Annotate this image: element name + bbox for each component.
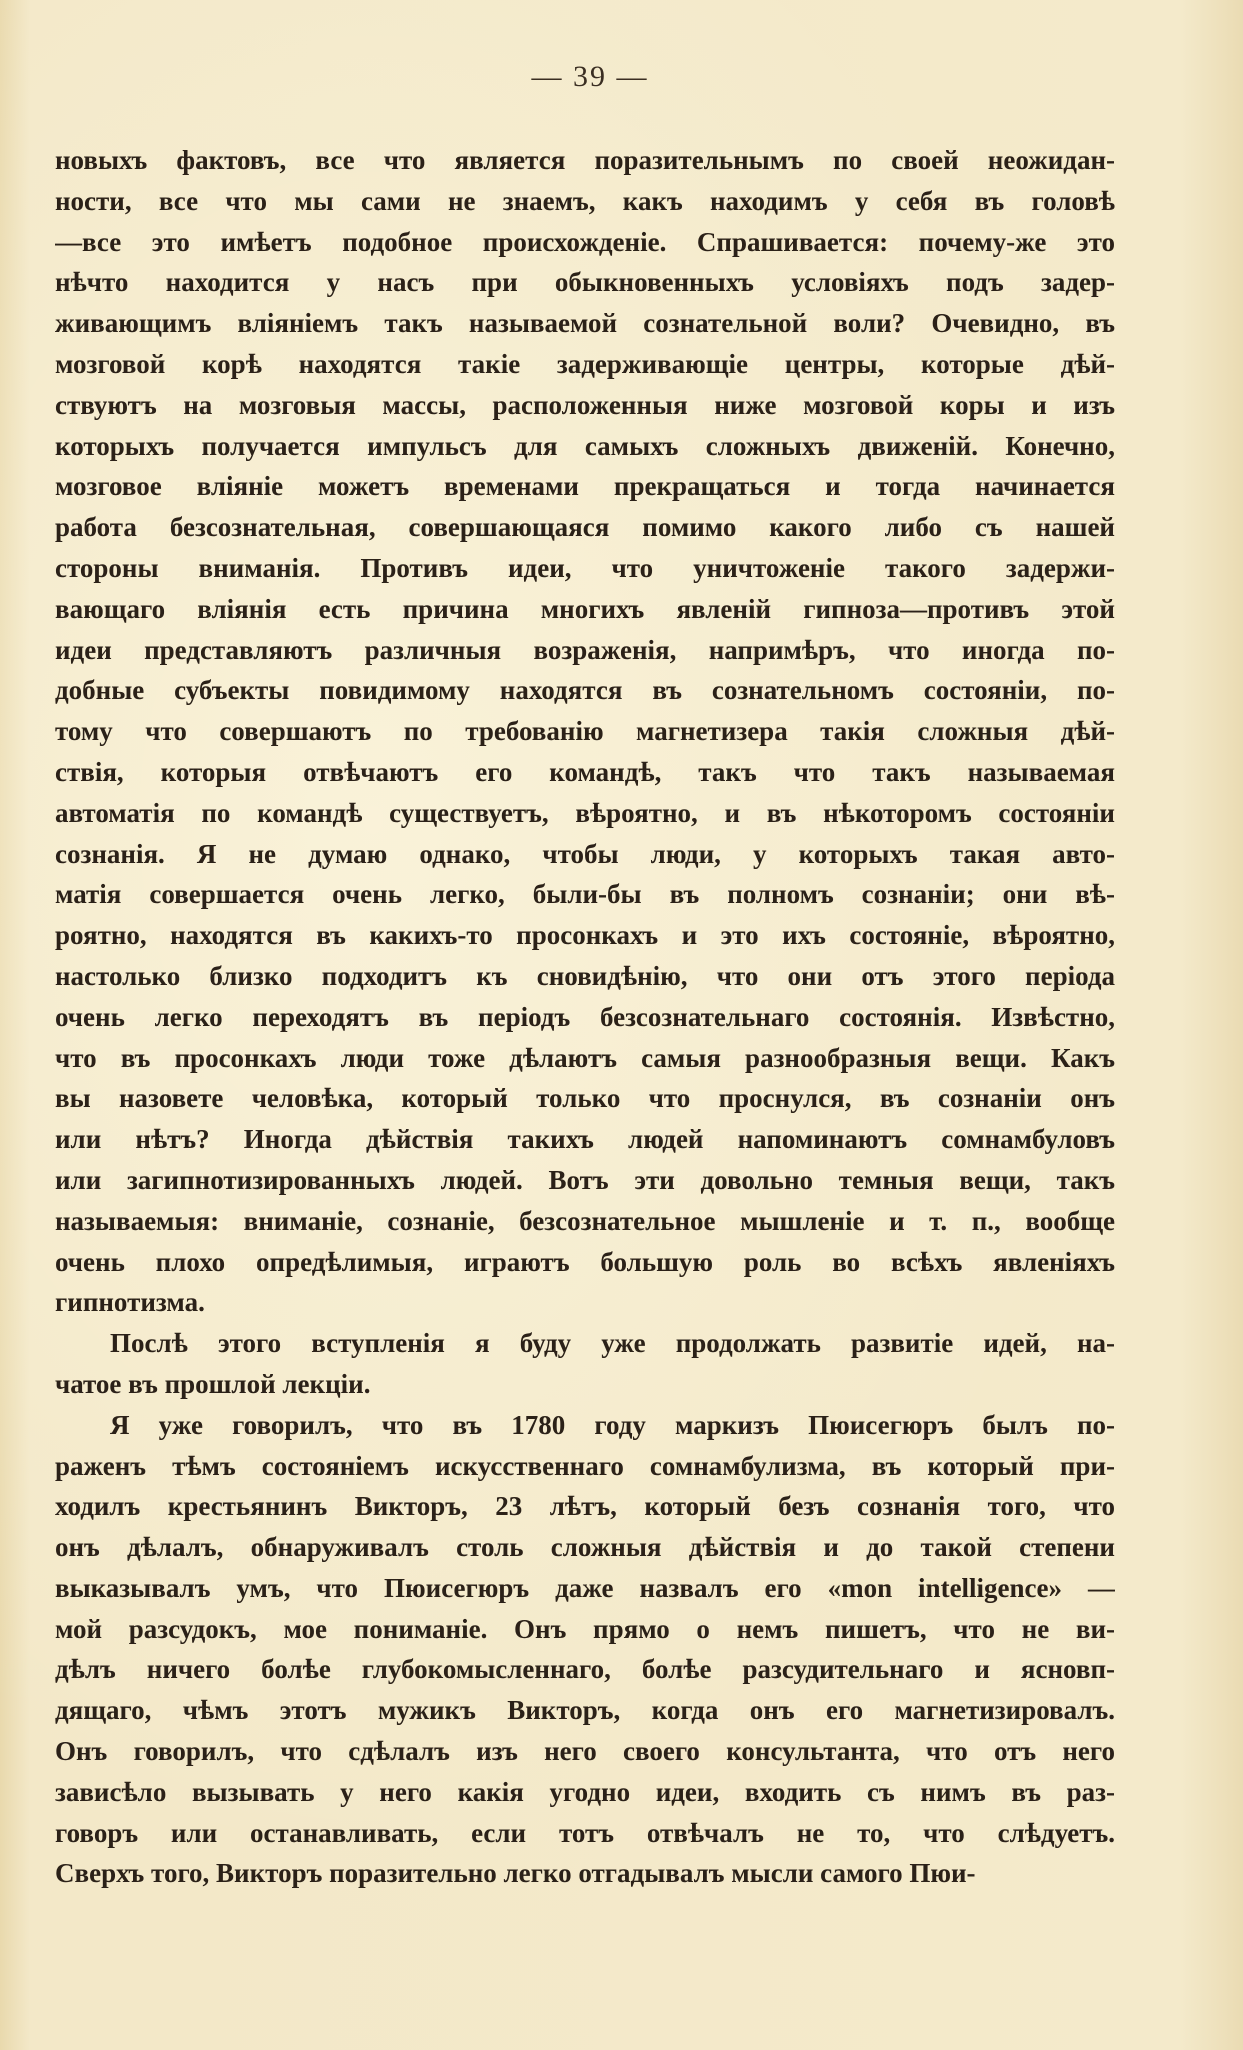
text-line: матія совершается очень легко, были-бы въ полномъ сознаніи; они вѣ-: [55, 879, 1115, 910]
text-line: онъ дѣлалъ, обнаруживалъ столь сложныя дѣйствія и до такой степени: [55, 1532, 1115, 1563]
text-line: очень плохо опредѣлимыя, играютъ большую роль во всѣхъ явленіяхъ: [55, 1246, 1115, 1277]
text-line: ствія, которыя отвѣчаютъ его командѣ, такъ что такъ называемая: [55, 756, 1115, 787]
text-line: живающимъ вліяніемъ такъ называемой сознательной воли? Очевидно, въ: [55, 308, 1115, 339]
text-line: тому что совершаютъ по требованію магнетизера такія сложныя дѣй-: [55, 716, 1115, 747]
text-line: говоръ или останавливать, если тотъ отвѣчалъ не то, что слѣдуетъ.: [55, 1817, 1115, 1848]
text-line: очень легко переходятъ въ періодъ безсознательнаго состоянія. Извѣстно,: [55, 1001, 1115, 1032]
text-line: мозговое вліяніе можетъ временами прекращаться и тогда начинается: [55, 471, 1115, 502]
text-line: добные субъекты повидимому находятся въ сознательномъ состояніи, по-: [55, 675, 1115, 706]
text-line: что въ просонкахъ люди тоже дѣлаютъ самыя разнообразныя вещи. Какъ: [55, 1042, 1115, 1073]
text-line: дѣлъ ничего болѣе глубокомысленнаго, болѣе разсудительнаго и ясновп-: [55, 1654, 1115, 1685]
text-line: роятно, находятся въ какихъ-то просонкахъ и это ихъ состояніе, вѣроятно,: [55, 920, 1115, 951]
text-line: —все это имѣетъ подобное происхожденіе. Спрашивается: почему-же это: [55, 226, 1115, 257]
text-line: дящаго, чѣмъ этотъ мужикъ Викторъ, когда онъ его магнетизировалъ.: [55, 1695, 1115, 1726]
text-line: новыхъ фактовъ, все что является поразительнымъ по своей неожидан-: [55, 145, 1115, 175]
text-line: вающаго вліянія есть причина многихъ явленій гипноза—противъ этой: [55, 593, 1115, 624]
text-line: сознанія. Я не думаю однако, чтобы люди, у которыхъ такая авто-: [55, 838, 1115, 869]
text-line: настолько близко подходитъ къ сновидѣнію, что они отъ этого періода: [55, 960, 1115, 991]
text-line: раженъ тѣмъ состояніемъ искусственнаго сомнамбулизма, въ который при-: [55, 1450, 1115, 1481]
text-line: ствуютъ на мозговыя массы, расположенныя ниже мозговой коры и изъ: [55, 389, 1115, 420]
paragraph: [55, 1405, 1115, 1895]
page-number: — 39 —: [531, 60, 649, 93]
text-line: стороны вниманія. Противъ идеи, что уничтоженіе такого задержи-: [55, 552, 1115, 583]
text-line: зависѣло вызывать у него какія угодно идеи, входить съ нимъ въ раз-: [55, 1776, 1115, 1807]
text-line: ходилъ крестьянинъ Викторъ, 23 лѣтъ, который безъ сознанія того, что: [55, 1491, 1115, 1522]
text-line: идеи представляютъ различныя возраженія, напримѣръ, что иногда по-: [55, 634, 1115, 665]
text-line: вы назовете человѣка, который только что проснулся, въ сознаніи онъ: [55, 1083, 1115, 1114]
text-line: работа безсознательная, совершающаяся помимо какого либо съ нашей: [55, 512, 1115, 543]
text-line: мозговой корѣ находятся такіе задерживающіе центры, которые дѣй-: [55, 348, 1115, 379]
paragraph: [55, 140, 1115, 1323]
text-line: нѣчто находится у насъ при обыкновенныхъ условіяхъ подъ задер-: [55, 267, 1115, 298]
text-line: или нѣтъ? Иногда дѣйствія такихъ людей напоминаютъ сомнамбуловъ: [55, 1124, 1115, 1155]
text-line: Сверхъ того, Викторъ поразительно легко отгадывалъ мысли самого Пюи-: [55, 1858, 976, 1889]
text-line: которыхъ получается импульсъ для самыхъ сложныхъ движеній. Конечно,: [55, 430, 1115, 461]
text-line: называемыя: вниманіе, сознаніе, безсознательное мышленіе и т. п., вообще: [55, 1205, 1115, 1236]
text-line: выказывалъ умъ, что Пюисегюръ даже назвалъ его «mon intelligence» —: [55, 1572, 1115, 1603]
text-line: чатое въ прошлой лекціи.: [55, 1368, 371, 1399]
text-line: Я уже говорилъ, что въ 1780 году маркизъ Пюисегюръ былъ по-: [110, 1409, 1115, 1440]
text-line: Послѣ этого вступленія я буду уже продолжать развитіе идей, на-: [110, 1328, 1115, 1359]
paragraph: [55, 1323, 1115, 1405]
body-text: [55, 140, 1115, 1894]
text-line: автоматія по командѣ существуетъ, вѣроятно, и въ нѣкоторомъ состояніи: [55, 797, 1115, 828]
text-line: мой разсудокъ, мое пониманіе. Онъ прямо о немъ пишетъ, что не ви-: [55, 1613, 1115, 1644]
text-line: гипнотизма.: [55, 1287, 205, 1318]
text-line: или загипнотизированныхъ людей. Вотъ эти довольно темныя вещи, такъ: [55, 1164, 1115, 1195]
text-line: Онъ говорилъ, что сдѣлалъ изъ него своего консультанта, что отъ него: [55, 1736, 1115, 1767]
text-line: ности, все что мы сами не знаемъ, какъ находимъ у себя въ головѣ: [55, 185, 1115, 216]
